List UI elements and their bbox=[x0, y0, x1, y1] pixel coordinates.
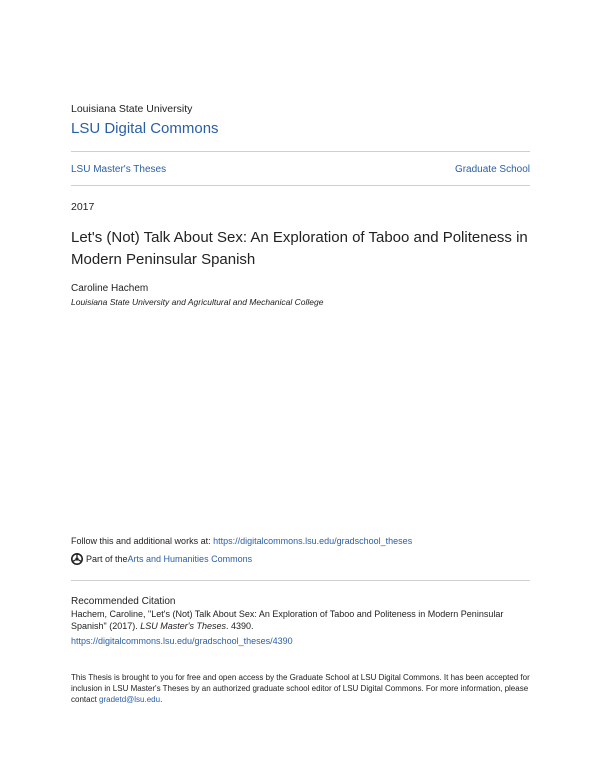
follow-url-link[interactable]: https://digitalcommons.lsu.edu/gradschool_theses bbox=[213, 536, 413, 546]
author-name: Caroline Hachem bbox=[71, 283, 149, 294]
repository-link[interactable]: LSU Digital Commons bbox=[71, 120, 219, 137]
notice-text: This Thesis is brought to you for free and open access by the Graduate School at LSU Digital Commons. It has been accepted for inclusion in LSU Master's Theses by an authorized graduate school editor of LSU Digital Commons. For more information, please contact bbox=[71, 673, 530, 704]
follow-prefix: Follow this and additional works at: bbox=[71, 536, 214, 546]
school-link[interactable]: Graduate School bbox=[454, 164, 530, 175]
part-of-prefix: Part of the bbox=[86, 554, 128, 564]
part-of-line bbox=[71, 553, 252, 565]
author-affiliation: Louisiana State University and Agricultural and Mechanical College bbox=[71, 297, 324, 307]
document-title: Let's (Not) Talk About Sex: An Exploration of Taboo and Politeness in Modern Peninsular Spanish bbox=[71, 229, 528, 268]
divider-citation bbox=[71, 580, 530, 581]
contact-email-link[interactable]: gradetd@lsu.edu bbox=[99, 695, 161, 704]
divider-top bbox=[71, 151, 530, 152]
citation-journal: LSU Master's Theses bbox=[140, 621, 226, 631]
institution-name: Louisiana State University bbox=[71, 103, 193, 115]
access-notice bbox=[71, 672, 530, 705]
follow-line bbox=[71, 536, 412, 546]
divider-nav bbox=[71, 185, 530, 186]
series-link[interactable]: LSU Master's Theses bbox=[71, 164, 167, 175]
citation-heading: Recommended Citation bbox=[71, 596, 176, 607]
notice-end: . bbox=[160, 695, 163, 704]
citation-number: . 4390. bbox=[226, 621, 254, 631]
publication-year: 2017 bbox=[71, 201, 95, 213]
citation-text bbox=[71, 608, 530, 632]
citation-url-link[interactable]: https://digitalcommons.lsu.edu/gradschool_theses/4390 bbox=[71, 636, 293, 646]
network-commons-icon bbox=[71, 553, 83, 565]
commons-link[interactable]: Arts and Humanities Commons bbox=[127, 554, 253, 564]
citation-body: Hachem, Caroline, "Let's (Not) Talk About Sex: An Exploration of Taboo and Politeness in Modern Peninsular Spanish" (2017). bbox=[71, 609, 504, 631]
